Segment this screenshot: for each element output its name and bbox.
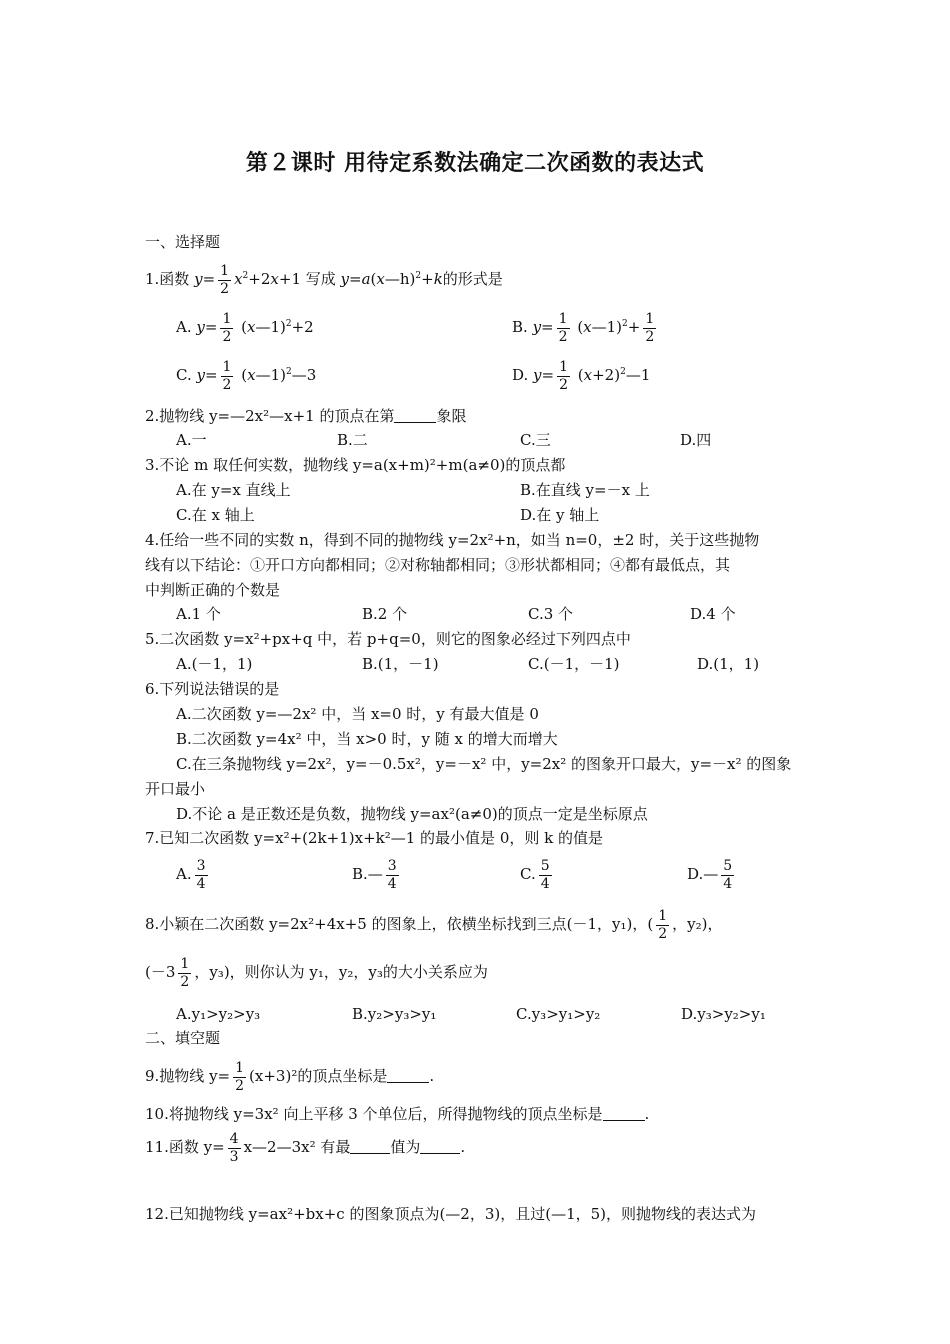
question-4-line-2: 线有以下结论：①开口方向都相同；②对称轴都相同；③形状都相同；④都有最低点，其: [145, 556, 731, 574]
question-9: 9.抛物线 y= $\frac{1}{2}$ (x+3)²的顶点坐标是 .: [145, 1059, 435, 1094]
section-heading-choice: 一、选择题: [145, 233, 221, 251]
q8-option-b: B.y₂>y₃>y₁: [352, 1005, 437, 1023]
question-4-line-3: 中判断正确的个数是: [145, 581, 281, 599]
q6-option-b: B.二次函数 y=4x² 中，当 x>0 时，y 随 x 的增大而增大: [176, 730, 558, 748]
q7-option-b: B.— $\frac{3}{4}$: [352, 857, 397, 892]
q6-option-a: A.二次函数 y=—2x² 中，当 x=0 时，y 有最大值是 0: [176, 705, 539, 723]
q5-option-d: D.(1，1): [697, 655, 760, 673]
question-7: 7.已知二次函数 y=x²+(2k+1)x+k²—1 的最小值是 0，则 k 的值是: [145, 829, 603, 847]
q8-option-d: D.y₃>y₂>y₁: [681, 1005, 766, 1023]
q3-option-b: B.在直线 y=－x 上: [520, 481, 650, 499]
q7-option-a: A. $\frac{3}{4}$: [176, 857, 206, 892]
q4-option-c: C.3 个: [528, 605, 574, 623]
q8-option-a: A.y₁>y₂>y₃: [176, 1005, 261, 1023]
q1-option-d: D. y= $\frac{1}{2}$ $(x+2)^2—1$: [512, 358, 651, 393]
page-title: 第２课时 用待定系数法确定二次函数的表达式: [245, 151, 705, 176]
q1-option-b: B. y= $\frac{1}{2}$ (x—1)$^2$+ $\frac{1}{2}$: [512, 310, 655, 345]
question-8-line-2: (－3 $\frac{1}{2}$ ，y₃)，则你认为 y₁，y₂，y₃的大小关系应为: [145, 955, 488, 990]
q2-option-b: B.二: [337, 431, 368, 449]
q6-option-c-cont: 开口最小: [145, 780, 206, 798]
q6-option-d: D.不论 a 是正数还是负数，抛物线 y=ax²(a≠0)的顶点一定是坐标原点: [176, 805, 648, 823]
q8-option-c: C.y₃>y₁>y₂: [516, 1005, 601, 1023]
q3-option-d: D.在 y 轴上: [520, 506, 600, 524]
q5-option-a: A.(－1，1): [176, 655, 253, 673]
q1-option-a: A. y= $\frac{1}{2}$ (x—1)$^2$+2: [176, 310, 314, 345]
q6-option-c: C.在三条抛物线 y=2x²，y=－0.5x²，y=－x² 中，y=2x² 的图象开口最大，y=－x² 的图象: [176, 755, 792, 773]
q4-option-a: A.1 个: [176, 605, 221, 623]
question-12: 12.已知抛物线 y=ax²+bx+c 的图象顶点为(—2，3)，且过(—1，5)，则抛物线的表达式为: [145, 1205, 757, 1223]
q3-option-c: C.在 x 轴上: [176, 506, 255, 524]
question-3: 3.不论 m 取任何实数，抛物线 y=a(x+m)²+m(a≠0)的顶点都: [145, 456, 566, 474]
question-6: 6.下列说法错误的是: [145, 680, 280, 698]
q4-option-b: B.2 个: [362, 605, 408, 623]
question-2: 2.抛物线 y=—2x²—x+1 的顶点在第 象限: [145, 407, 467, 425]
q1-option-c: C. y= $\frac{1}{2}$ (x—1)$^2$—3: [176, 358, 317, 393]
question-8-line-1: 8.小颖在二次函数 y=2x²+4x+5 的图象上，依横坐标找到三点(－1，y₁)，( $\frac{1}{2}$ ，y₂)，: [145, 907, 723, 942]
q7-option-c: C. $\frac{5}{4}$: [520, 857, 550, 892]
q4-option-d: D.4 个: [690, 605, 736, 623]
q3-option-a: A.在 y=x 直线上: [176, 481, 291, 499]
question-10: 10.将抛物线 y=3x² 向上平移 3 个单位后，所得抛物线的顶点坐标是 .: [145, 1105, 650, 1123]
q2-option-a: A.一: [176, 431, 207, 449]
fraction: $\frac{1}{2}$: [220, 262, 230, 297]
q7-option-d: D.— $\frac{5}{4}$: [687, 857, 733, 892]
q2-option-d: D.四: [680, 431, 712, 449]
q5-option-c: C.(－1，－1): [528, 655, 620, 673]
question-11: 11.函数 y= $\frac{4}{3}$ x—2—3x² 有最 值为 .: [145, 1130, 466, 1165]
q5-option-b: B.(1，－1): [362, 655, 439, 673]
question-4-line-1: 4.任给一些不同的实数 n，得到不同的抛物线 y=2x²+n，如当 n=0，±2 时，关于这些抛物: [145, 531, 760, 549]
section-heading-fill: 二、填空题: [145, 1029, 221, 1047]
q2-option-c: C.三: [520, 431, 551, 449]
question-1: 1.函数 y= $\frac{1}{2}$ $x^2+2x+1$ 写成 y=a(x—h)$^2$+k的形式是: [145, 262, 503, 297]
question-5: 5.二次函数 y=x²+px+q 中，若 p+q=0，则它的图象必经过下列四点中: [145, 630, 631, 648]
